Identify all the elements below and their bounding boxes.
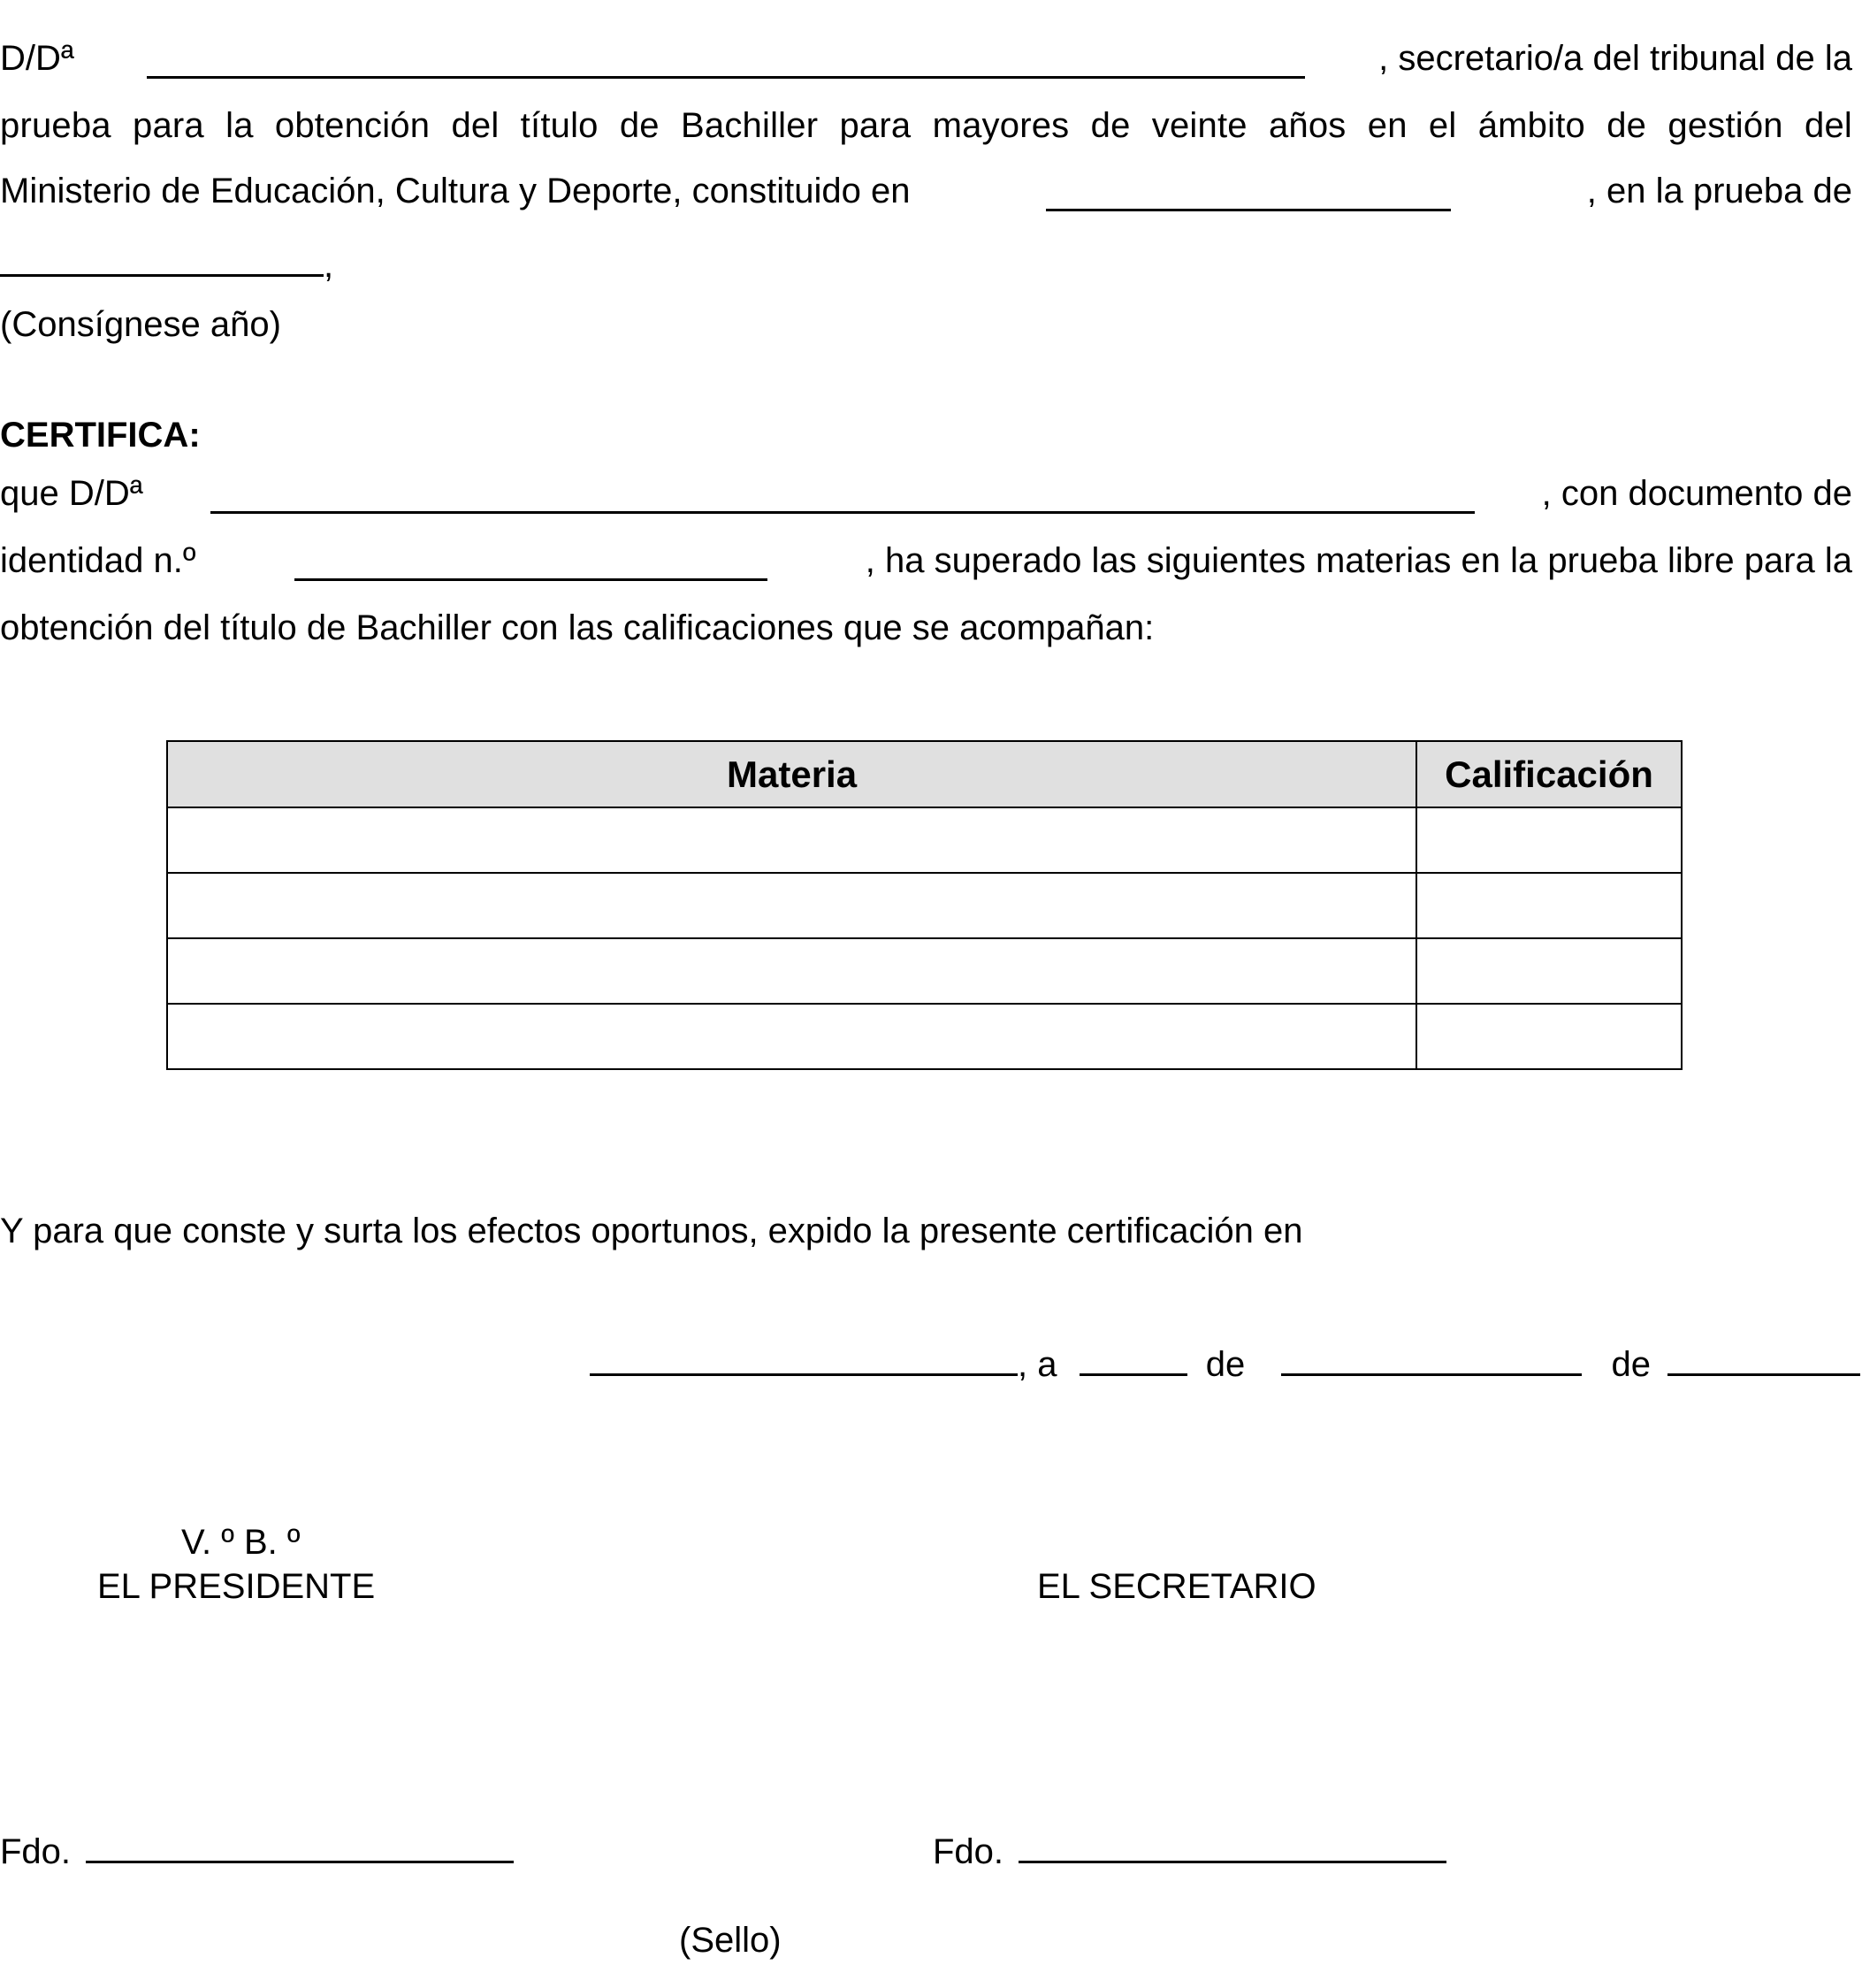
fdo-left: [0, 1832, 514, 1872]
month-field[interactable]: [1281, 1372, 1582, 1376]
year-note: (Consígnese año): [0, 305, 281, 344]
place-field[interactable]: [590, 1372, 1018, 1376]
date-a-label: , a: [1018, 1345, 1057, 1384]
year-date-field[interactable]: [1667, 1372, 1860, 1376]
table-row: [167, 807, 1682, 873]
calificacion-cell[interactable]: [1416, 1004, 1682, 1069]
certifica-document-text: , con documento de: [1541, 474, 1852, 513]
certifica-heading: CERTIFICA:: [0, 416, 201, 455]
certifica-superado-text: , ha superado las siguientes materias en la prueba libre para la: [865, 541, 1852, 580]
fdo-right-label: Fdo.: [933, 1832, 1004, 1871]
secretary-name-field[interactable]: [147, 75, 1305, 79]
day-field[interactable]: [1080, 1372, 1187, 1376]
certifica-id-label: identidad n.º: [0, 541, 196, 580]
grades-header-row: [167, 741, 1682, 807]
id-number-field[interactable]: [294, 577, 767, 581]
date-de-label-1: de: [1205, 1345, 1246, 1384]
certifica-dda-label: que D/Dª: [0, 474, 143, 513]
materia-cell[interactable]: [167, 807, 1416, 873]
intro-secretary-text: , secretario/a del tribunal de la: [1378, 39, 1852, 78]
seal-note: (Sello): [679, 1921, 782, 1960]
intro-comma: ,: [324, 246, 334, 285]
table-row: [167, 1004, 1682, 1069]
secretary-label: EL SECRETARIO: [1037, 1567, 1316, 1606]
year-field[interactable]: [0, 273, 324, 277]
intro-line-4: [0, 246, 333, 286]
vobo-label: V. º B. º: [181, 1523, 301, 1562]
calificacion-cell[interactable]: [1416, 807, 1682, 873]
materia-cell[interactable]: [167, 873, 1416, 938]
intro-ministry-text: Ministerio de Educación, Cultura y Deporte, constituido en: [0, 172, 911, 210]
candidate-name-field[interactable]: [210, 510, 1475, 514]
closing-text: Y para que conste y surta los efectos oportunos, expido la presente certificación en: [0, 1212, 1303, 1250]
intro-prueba-text: , en la prueba de: [1586, 172, 1852, 210]
president-signature-field[interactable]: [86, 1860, 514, 1863]
materia-cell[interactable]: [167, 938, 1416, 1004]
intro-dda-label: D/Dª: [0, 39, 74, 78]
intro-line-1: [0, 39, 1852, 79]
fdo-right: [933, 1832, 1446, 1872]
header-calificacion: Calificación: [1416, 741, 1682, 807]
date-de-label-2: de: [1611, 1345, 1651, 1384]
certifica-line-1: [0, 474, 1852, 514]
intro-line-2: prueba para la obtención del título de Bachiller para mayores de veinte años en el ámbito de gestión del: [0, 106, 1852, 145]
fdo-left-label: Fdo.: [0, 1832, 72, 1871]
tribunal-location-field[interactable]: [1046, 208, 1451, 211]
intro-line-3: [0, 172, 1852, 211]
table-row: [167, 873, 1682, 938]
materia-cell[interactable]: [167, 1004, 1416, 1069]
header-materia: Materia: [167, 741, 1416, 807]
date-line: [590, 1345, 1860, 1385]
grades-table: [166, 740, 1683, 1070]
calificacion-cell[interactable]: [1416, 938, 1682, 1004]
table-row: [167, 938, 1682, 1004]
certifica-line-2: [0, 541, 1852, 581]
certifica-line-3: obtención del título de Bachiller con las calificaciones que se acompañan:: [0, 608, 1155, 647]
secretary-signature-field[interactable]: [1019, 1860, 1446, 1863]
calificacion-cell[interactable]: [1416, 873, 1682, 938]
president-label: EL PRESIDENTE: [97, 1567, 376, 1606]
